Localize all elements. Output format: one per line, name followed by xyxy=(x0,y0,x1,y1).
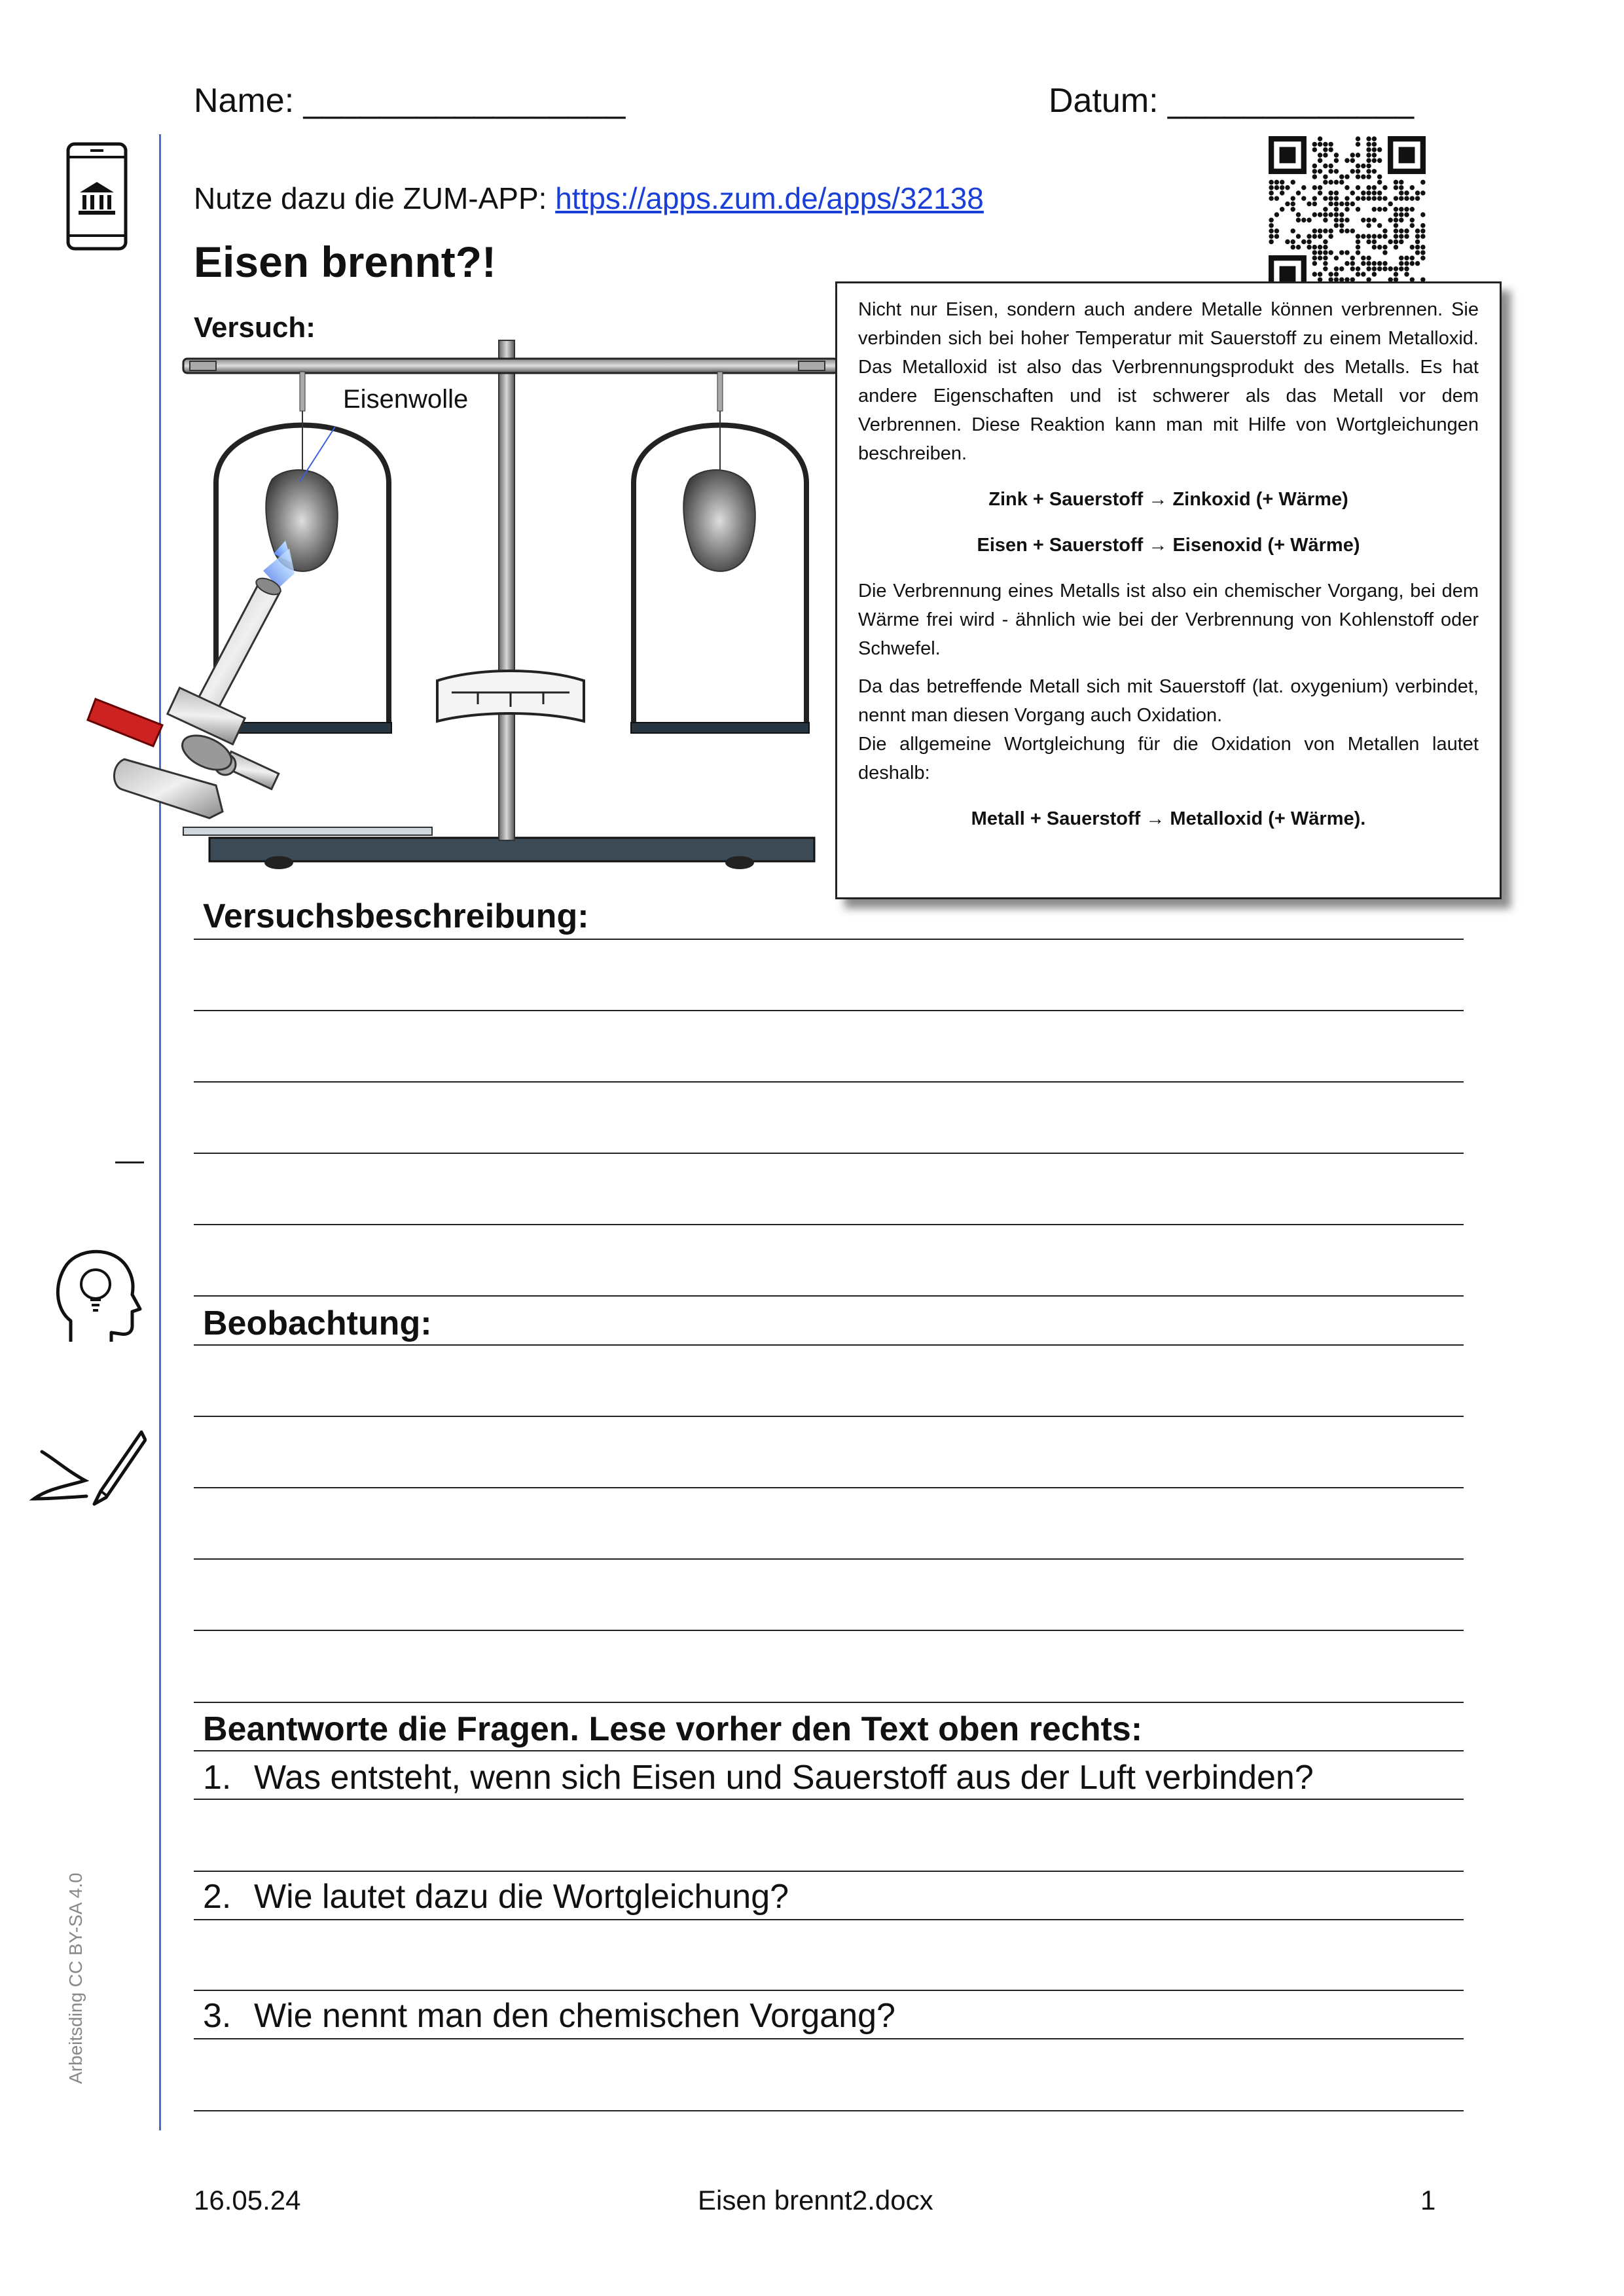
writing-line[interactable] xyxy=(194,1010,1464,1011)
qr-code-icon[interactable] xyxy=(1269,136,1426,293)
zum-app-link[interactable]: https://apps.zum.de/apps/32138 xyxy=(555,181,984,215)
question-text: Was entsteht, wenn sich Eisen und Sauerstoff aus der Luft verbinden? xyxy=(254,1759,1314,1797)
question-text: Wie nennt man den chemischen Vorgang? xyxy=(254,1997,895,2035)
question-number: 3. xyxy=(203,1997,232,2035)
writing-line[interactable] xyxy=(194,1702,1464,1703)
section-questions-heading: Beantworte die Fragen. Lese vorher den Text oben rechts: xyxy=(203,1710,1143,1748)
steel-wool-label: Eisenwolle xyxy=(343,385,469,414)
info-paragraph-3b: Die allgemeine Wortgleichung für die Oxidation von Metallen lautet deshalb: xyxy=(858,734,1479,783)
question-2 xyxy=(203,1877,789,1916)
writing-line xyxy=(194,1919,1464,1920)
question-1 xyxy=(203,1758,1314,1797)
answer-line[interactable] xyxy=(194,1871,1464,1872)
question-3 xyxy=(203,1996,895,2036)
writing-line[interactable] xyxy=(194,1344,1464,1346)
writing-line[interactable] xyxy=(194,1081,1464,1083)
info-paragraph-3a: Da das betreffende Metall sich mit Sauerstoff (lat. oxygenium) verbindet, nennt man diesen Vorgang auch Oxidation. xyxy=(858,676,1479,726)
license-note: Arbeitsding CC BY-SA 4.0 xyxy=(65,1873,86,2084)
writing-line[interactable] xyxy=(194,939,1464,940)
pen-writing-icon xyxy=(29,1426,147,1511)
head-lightbulb-icon xyxy=(51,1244,143,1348)
writing-line[interactable] xyxy=(194,1224,1464,1225)
app-hint-prefix: Nutze dazu die ZUM-APP: xyxy=(194,181,556,215)
writing-line xyxy=(194,1750,1464,1751)
footer-filename: Eisen brennt2.docx xyxy=(698,2185,933,2215)
info-textbox xyxy=(835,281,1502,899)
writing-line[interactable] xyxy=(194,1295,1464,1297)
footer-date: 16.05.24 xyxy=(194,2185,301,2215)
writing-line[interactable] xyxy=(194,1416,1464,1417)
answer-line[interactable] xyxy=(194,2110,1464,2111)
date-field-label: Datum: _____________ xyxy=(1049,82,1415,120)
phone-museum-icon xyxy=(64,141,130,253)
writing-line[interactable] xyxy=(194,1153,1464,1154)
question-number: 2. xyxy=(203,1878,232,1916)
equation-iron: Eisen + Sauerstoff → Eisenoxid (+ Wärme) xyxy=(977,535,1360,556)
equation-zinc: Zink + Sauerstoff → Zinkoxid (+ Wärme) xyxy=(988,489,1348,510)
section-description-heading: Versuchsbeschreibung: xyxy=(203,897,589,935)
info-paragraph-2: Die Verbrennung eines Metalls ist also ein chemischer Vorgang, bei dem Wärme frei wird - ähnlich wie bei der Verbrennung von Kohlenstoff oder Schwefel. xyxy=(858,581,1479,659)
answer-line[interactable] xyxy=(194,1990,1464,1991)
experiment-label: Versuch: xyxy=(194,312,316,344)
info-paragraph-1: Nicht nur Eisen, sondern auch andere Metalle können verbrennen. Sie verbinden sich bei hoher Temperatur mit Sauerstoff zu einem Metalloxid. Das Metalloxid ist also das Verbrennungsprodukt des Metalls. Es hat andere Eigenschaften und ist schwerer als das Metall vor dem Verbrennen. Diese Reaktion kann man mit Hilfe von Wortgleichungen beschreiben. xyxy=(858,299,1479,464)
writing-line xyxy=(194,2038,1464,2039)
page-title: Eisen brennt?! xyxy=(194,238,497,286)
footer-page-number: 1 xyxy=(1420,2185,1436,2215)
writing-line xyxy=(194,1799,1464,1800)
name-field-label: Name: _________________ xyxy=(194,82,626,120)
section-observation-heading: Beobachtung: xyxy=(203,1304,432,1342)
question-text: Wie lautet dazu die Wortgleichung? xyxy=(254,1878,789,1916)
app-hint xyxy=(194,181,984,216)
writing-line[interactable] xyxy=(194,1487,1464,1488)
equation-general: Metall + Sauerstoff → Metalloxid (+ Wärme). xyxy=(971,808,1366,829)
question-number: 1. xyxy=(203,1759,232,1797)
margin-dash: — xyxy=(115,1144,144,1176)
writing-line[interactable] xyxy=(194,1558,1464,1560)
writing-line[interactable] xyxy=(194,1630,1464,1631)
